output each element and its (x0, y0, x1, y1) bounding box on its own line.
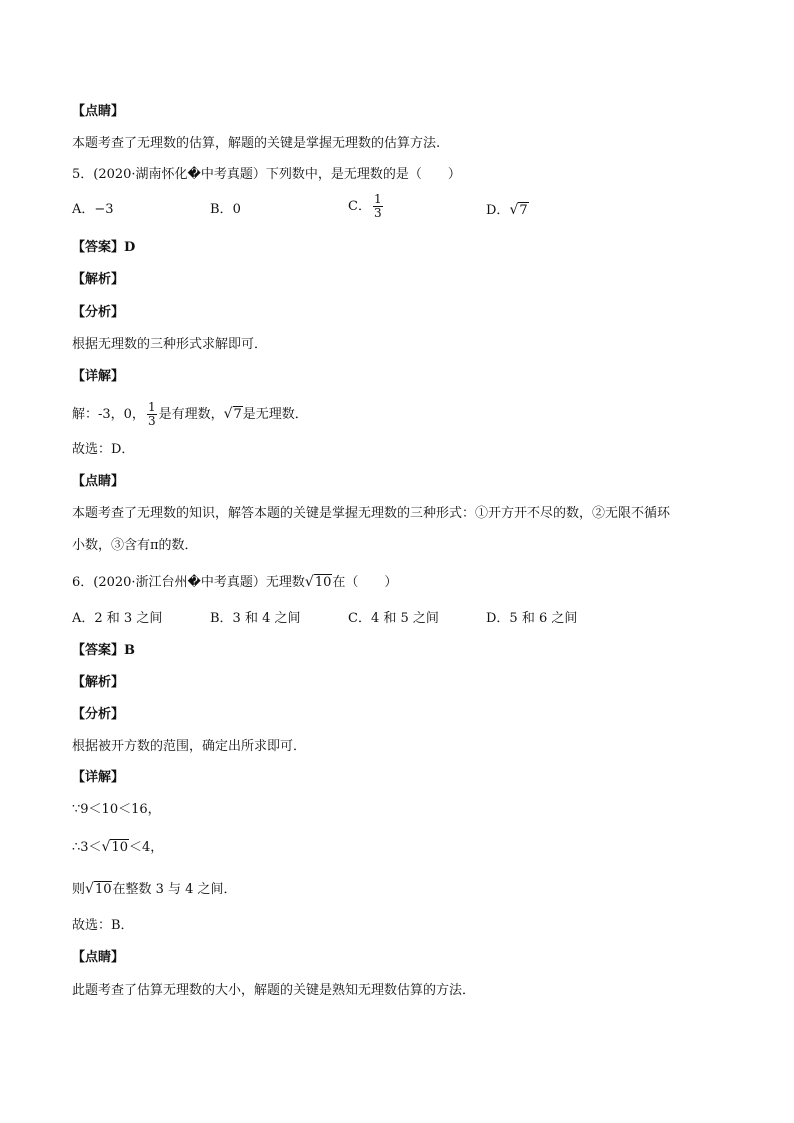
q6-fenxi-heading: 【分析】 (72, 707, 125, 722)
q6-dianjing-text: 此题考查了估算无理数的大小，解题的关键是熟知无理数估算的方法． (72, 983, 476, 998)
q5-option-d: D．√7 (486, 202, 528, 218)
q6-answer: 【答案】B (72, 643, 135, 658)
q4-dianjing-heading: 【点睛】 (72, 104, 125, 119)
q5-option-c: C． $\frac{1}{3}$ (348, 192, 382, 220)
q6-option-c: C．4 和 5 之间 (348, 611, 439, 626)
q6-option-d: D．5 和 6 之间 (486, 611, 578, 626)
q5-option-b: B．0 (210, 202, 241, 217)
q6-option-a: A．2 和 3 之间 (72, 611, 163, 626)
sqrt-expression: √7 (223, 406, 242, 422)
q4-dianjing-text: 本题考查了无理数的估算，解题的关键是掌握无理数的估算方法. (72, 136, 441, 151)
q5-dianjing-heading: 【点睛】 (72, 474, 125, 489)
q5-option-a: A．−3 (72, 202, 114, 217)
q5-fenxi-heading: 【分析】 (72, 305, 125, 320)
fraction: $\frac{1}{3}$ (147, 400, 156, 428)
q6-jiexi-heading: 【解析】 (72, 675, 125, 690)
q5-fenxi-text: 根据无理数的三种形式求解即可． (72, 337, 268, 352)
q6-guxuan: 故选：B． (72, 918, 134, 933)
q5-guxuan: 故选：D． (72, 442, 135, 457)
q6-step3: 则√10在整数 3 与 4 之间． (72, 881, 237, 897)
sqrt-expression: √10 (85, 881, 112, 897)
sqrt-expression: √7 (509, 202, 528, 218)
q5-jiexi-heading: 【解析】 (72, 272, 125, 287)
q6-step2: ∴3＜√10＜4， (72, 839, 164, 855)
q5-xiangjie-heading: 【详解】 (72, 369, 125, 384)
q5-dianjing-line1: 本题考查了无理数的知识，解答本题的关键是掌握无理数的三种形式：①开方开不尽的数，②无限不循环 (72, 506, 671, 521)
sqrt-expression: √10 (101, 839, 129, 855)
q6-fenxi-text: 根据被开方数的范围，确定出所求即可． (72, 739, 307, 754)
q6-option-b: B．3 和 4 之间 (210, 611, 301, 626)
q5-answer: 【答案】D (72, 240, 136, 255)
q5-dianjing-line2: 小数，③含有π的数． (72, 538, 198, 553)
q5-stem: 5．(2020·湖南怀化�中考真题）下列数中，是无理数的是（ ） (72, 167, 461, 182)
q6-xiangjie-heading: 【详解】 (72, 770, 125, 785)
q6-step1: ∵9＜10＜16， (72, 802, 161, 817)
q6-stem: 6．(2020·浙江台州�中考真题）无理数√10在（ ） (72, 574, 398, 590)
q6-dianjing-heading: 【点睛】 (72, 950, 125, 965)
sqrt-expression: √10 (304, 574, 332, 590)
q5-xiangjie-text: 解：-3，0， $\frac{1}{3}$ 是有理数，√7是无理数． (72, 400, 308, 428)
fraction: $\frac{1}{3}$ (373, 192, 382, 220)
